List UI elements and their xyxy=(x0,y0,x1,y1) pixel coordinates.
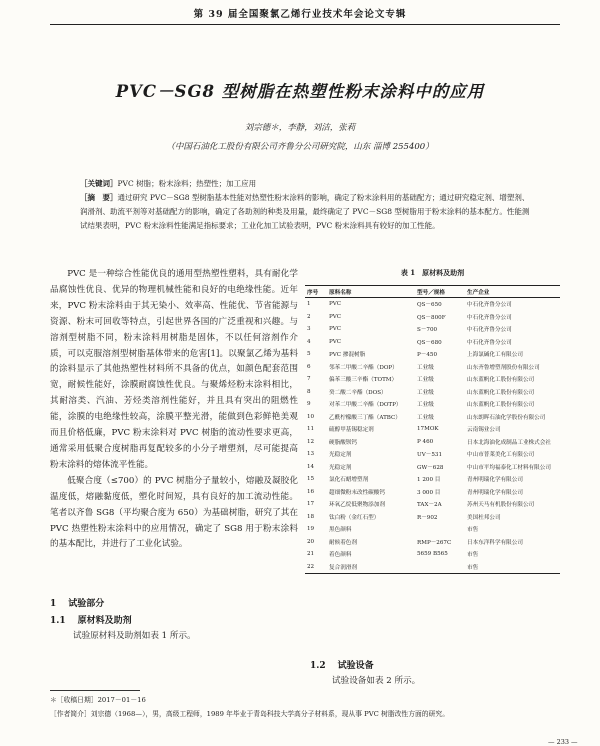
table-row xyxy=(305,323,560,336)
table-cell: 11 xyxy=(307,426,315,433)
materials-table xyxy=(305,285,560,574)
section-1-number: 1 xyxy=(50,599,57,609)
table-cell: PVC xyxy=(329,338,342,345)
table-cell: GW－628 xyxy=(417,464,444,471)
table-row xyxy=(305,498,560,511)
table-cell: 云南锡业公司 xyxy=(467,427,501,434)
table-cell: 工业级 xyxy=(417,364,434,371)
table-cell: 日本东洋科学有限公司 xyxy=(467,539,523,546)
table-cell: 超细微粉末改性碳酸钙 xyxy=(329,489,385,496)
section-1-2-heading xyxy=(310,658,386,671)
table-row xyxy=(305,448,560,461)
table-cell: UV－531 xyxy=(417,452,443,459)
table-cell: QS－680 xyxy=(417,339,442,346)
table-cell: 工业级 xyxy=(417,377,434,384)
section-1-2-text: 试验设备如表 2 所示。 xyxy=(332,676,421,686)
introduction xyxy=(50,267,298,553)
table-row xyxy=(305,311,560,324)
keywords xyxy=(80,177,535,191)
table-cell: P 460 xyxy=(417,438,434,445)
table-row xyxy=(305,461,560,474)
table-cell: 耐候着色剂 xyxy=(329,539,357,546)
header-rule xyxy=(50,24,560,25)
keywords-text: PVC 树脂；粉末涂料；热塑性；加工应用 xyxy=(117,179,257,188)
table-cell: S－700 xyxy=(417,327,438,334)
table-cell: 青州明瑞化学有限公司 xyxy=(467,489,523,496)
table-cell: 工业级 xyxy=(417,389,434,396)
section-1-1-title: 原材料及助剂 xyxy=(77,616,132,626)
table-cell: 光稳定剂 xyxy=(329,464,352,471)
table-cell: 美国杜邦公司 xyxy=(467,514,501,521)
table-cell: 19 xyxy=(307,526,315,533)
table-cell: 青州明瑞化学有限公司 xyxy=(467,477,523,484)
table-cell: 山东蓝帆化工股份有限公司 xyxy=(467,389,535,396)
table-cell: 光稳定剂 xyxy=(329,452,352,459)
table-cell: 中石化齐鲁分公司 xyxy=(467,327,512,334)
table-row xyxy=(305,398,560,411)
header-cell: 原料名称 xyxy=(327,286,415,298)
table-cell: 对苯二甲酸二辛酯（DOTP） xyxy=(329,402,402,409)
table-cell: 中石化齐鲁分公司 xyxy=(467,314,512,321)
table-cell: 工业级 xyxy=(417,414,434,421)
table-cell: 21 xyxy=(307,551,315,558)
table-cell: 16 xyxy=(307,488,315,495)
table-cell: 6 xyxy=(307,363,311,370)
table-cell: 工业级 xyxy=(417,402,434,409)
table-cell: 日本北海油化成制品工业株式会社 xyxy=(467,439,551,446)
table-row xyxy=(305,423,560,436)
table-cell: 山东朗晖石油化学股份有限公司 xyxy=(467,414,546,421)
table-cell: P－450 xyxy=(417,352,438,359)
table-cell: 15 xyxy=(307,476,315,483)
table-row xyxy=(305,436,560,449)
table-cell: 中山市普莱美化工有限公司 xyxy=(467,452,535,459)
table-cell: 中山市平均福泰化工材料有限公司 xyxy=(467,464,551,471)
table-cell: 上海氯碱化工有限公司 xyxy=(467,352,523,359)
table-cell: PVC xyxy=(329,301,342,308)
table-cell: 环氧乙烷低聚物添加剂 xyxy=(329,502,385,509)
table-cell: 山东蓝帆化工股份有限公司 xyxy=(467,377,535,384)
table-cell: 着色颜料 xyxy=(329,552,352,559)
table-cell: 1 200 目 xyxy=(417,477,441,484)
table-row xyxy=(305,386,560,399)
table-cell: 中石化齐鲁分公司 xyxy=(467,302,512,309)
table-cell: PVC xyxy=(329,313,342,320)
abstract xyxy=(80,191,535,233)
table-cell: 偏苯三酸三辛酯（TOTM） xyxy=(329,377,398,384)
table-cell: 钛白粉（金红石型） xyxy=(329,514,380,521)
table-cell: 13 xyxy=(307,451,315,458)
table-cell: 黑色颜料 xyxy=(329,527,352,534)
abstract-label: ［摘 要］ xyxy=(80,193,118,202)
intro-paragraph-1: PVC 是一种综合性能优良的通用型热塑性塑料，具有耐化学品腐蚀性优良、优异的物理机械性能和良好的电绝缘性能。近年来，PVC 粉末涂料由于其无染小、效率高、性能优、节省能源与资源、粉末可回收等特点，引起世界各国的广泛重视和兴趣。与溶剂型树脂不同，粉末涂料用树脂是固体，不以任何溶剂作介质，可以克服溶剂型树脂基体带来的危害[1]。以聚氯乙烯为基料的涂料显示了其他热塑性材料所不具备的优点，如颜色配套范围宽，耐候性能好，涂膜耐腐蚀性优良。与聚烯烃粉末涂料相比，其耐溶类、汽油、芳烃类溶剂性能好，并且具有突出的阻燃性能，涂膜的电绝缘性较高，涂膜平整光滑，能做到色彩鲜艳美观而且价格低廉，PVC 粉末涂料对 PVC 树脂的流动性要求更高，通常采用低聚合度树脂再复配较多的小分子增塑剂，尽可能提高粉末涂料的熔体流平性能。 xyxy=(50,269,298,470)
table-caption: 表 1 原材料及助剂 xyxy=(400,268,465,277)
table-cell: 1 xyxy=(307,301,311,308)
table-cell: PVC 掺混树脂 xyxy=(329,352,366,359)
table-cell: 14 xyxy=(307,463,315,470)
table-cell: 硬脂酸钡钙 xyxy=(329,439,357,446)
table-cell: 乙酰柠檬酸三丁酯（ATBC） xyxy=(329,414,401,421)
table-cell: 氯化石蜡增塑剂 xyxy=(329,477,369,484)
table-cell: 5 xyxy=(307,351,311,358)
table-cell: 5659 B565 xyxy=(417,551,448,558)
table-cell: 苏州天马有机股份有限公司 xyxy=(467,502,535,509)
table-cell: 2 xyxy=(307,313,311,320)
section-1-1-heading xyxy=(50,613,144,626)
table-cell: 17MOK xyxy=(417,426,439,433)
table-cell: 17 xyxy=(307,501,315,508)
intro-paragraph-2: 低聚合度（≤700）的 PVC 树脂分子量较小，熔融及凝胶化温度低，熔融黏度低，塑化时间短，具有良好的加工流动性能。笔者以齐鲁 SG8（平均聚合度为 650）为基础树脂，研究了其在 PVC 热塑性粉末涂料中的应用情况，确定了 SG8 用于粉末涂料的基本配比，并进行了工业化试验。 xyxy=(50,475,298,550)
received-date: ＊［收稿日期］2017－01－16 xyxy=(50,696,146,704)
table-cell: 22 xyxy=(305,561,327,574)
table-cell: 中石化齐鲁分公司 xyxy=(467,339,512,346)
table-cell: 9 xyxy=(307,401,311,408)
table-cell: 10 xyxy=(307,413,315,420)
table-row xyxy=(305,373,560,386)
table-row xyxy=(305,561,560,574)
table-row xyxy=(305,361,560,374)
table-row xyxy=(305,511,560,524)
table-cell xyxy=(415,561,465,574)
affiliation: （中国石油化工股份有限公司齐鲁分公司研究院，山东 淄博 255400） xyxy=(166,142,434,152)
table-cell: 3 xyxy=(307,326,311,333)
table-cell: 癸二酸二辛酯（DOS） xyxy=(329,389,387,396)
table-cell: 3 000 目 xyxy=(417,489,441,496)
table-cell: QS－800F xyxy=(417,314,446,321)
table-cell: 7 xyxy=(307,376,311,383)
table-cell: 市售 xyxy=(467,552,479,559)
section-1-title: 试验部分 xyxy=(68,599,105,609)
table-row xyxy=(305,298,560,311)
section-1-2-number: 1.2 xyxy=(310,661,326,671)
table-cell: 山东齐鲁增塑剂股份有限公司 xyxy=(467,364,540,371)
table-cell: QS－650 xyxy=(417,302,442,309)
author-bio: ［作者简介］刘宗德（1968—），男，高级工程师，1989 年毕业于青岛科技大学高分子材料系，现从事 PVC 树脂改性方面的研究。 xyxy=(50,710,449,718)
authors: 刘宗德＊，李静，刘洁，张莉 xyxy=(244,123,356,133)
table-cell: 山东蓝帆化工股份有限公司 xyxy=(467,402,535,409)
table-cell: PVC xyxy=(329,326,342,333)
table-cell: 市售 xyxy=(467,527,479,534)
running-header: 第 39 届全国聚氯乙烯行业技术年会论文专辑 xyxy=(193,9,407,20)
table-header-row xyxy=(305,286,560,298)
table-row xyxy=(305,411,560,424)
page-number: — 233 — xyxy=(548,738,578,746)
header-cell: 序号 xyxy=(305,286,327,298)
header-cell: 生产企业 xyxy=(465,286,560,298)
keywords-label: ［关键词］ xyxy=(80,179,118,188)
section-1-1-text: 试验原材料及助剂如表 1 所示。 xyxy=(73,631,196,641)
header-cell: 型号／规格 xyxy=(415,286,465,298)
table-cell: RMP－267C xyxy=(417,539,452,546)
paper-title: PVC－SG8 型树脂在热塑性粉末涂料中的应用 xyxy=(115,82,485,101)
table-cell: 市售 xyxy=(465,561,560,574)
table-row xyxy=(305,473,560,486)
table-row xyxy=(305,486,560,499)
table-cell: TAX－2A xyxy=(417,502,442,509)
table-cell: 12 xyxy=(307,438,315,445)
table-cell: 复合润滑剂 xyxy=(327,561,415,574)
table-cell xyxy=(415,523,465,536)
table-row xyxy=(305,536,560,549)
table-cell: R－902 xyxy=(417,514,438,521)
section-1-heading xyxy=(50,596,116,609)
table-cell: 8 xyxy=(307,388,311,395)
table-row xyxy=(305,548,560,561)
table-cell: 4 xyxy=(307,338,311,345)
table-row xyxy=(305,523,560,536)
table-row xyxy=(305,336,560,349)
table-cell: 20 xyxy=(307,538,315,545)
section-1-1-number: 1.1 xyxy=(50,616,66,626)
footnote-rule xyxy=(50,690,140,691)
table-row xyxy=(305,348,560,361)
table-cell: 18 xyxy=(307,513,315,520)
table-cell: 硫醇甲基锡稳定剂 xyxy=(329,427,374,434)
table-cell: 邻苯二甲酸二辛酯（DOP） xyxy=(329,364,398,371)
section-1-2-title: 试验设备 xyxy=(337,661,374,671)
abstract-text: 通过研究 PVC－SG8 型树脂基本性能对热塑性粉末涂料的影响，确定了粉末涂料用的基础配方；通过研究稳定剂、增塑剂、润滑剂、助流平剂等对基础配方的影响，确定了各助剂的种类及用量，最终确定了 PVC－SG8 型树脂用于粉末涂料的基本配方。性能测试结果表明，PVC 粉末涂料性能满足指标要求；工业化加工试验表明，PVC 粉末涂料具有较好的加工性能。 xyxy=(80,193,530,230)
